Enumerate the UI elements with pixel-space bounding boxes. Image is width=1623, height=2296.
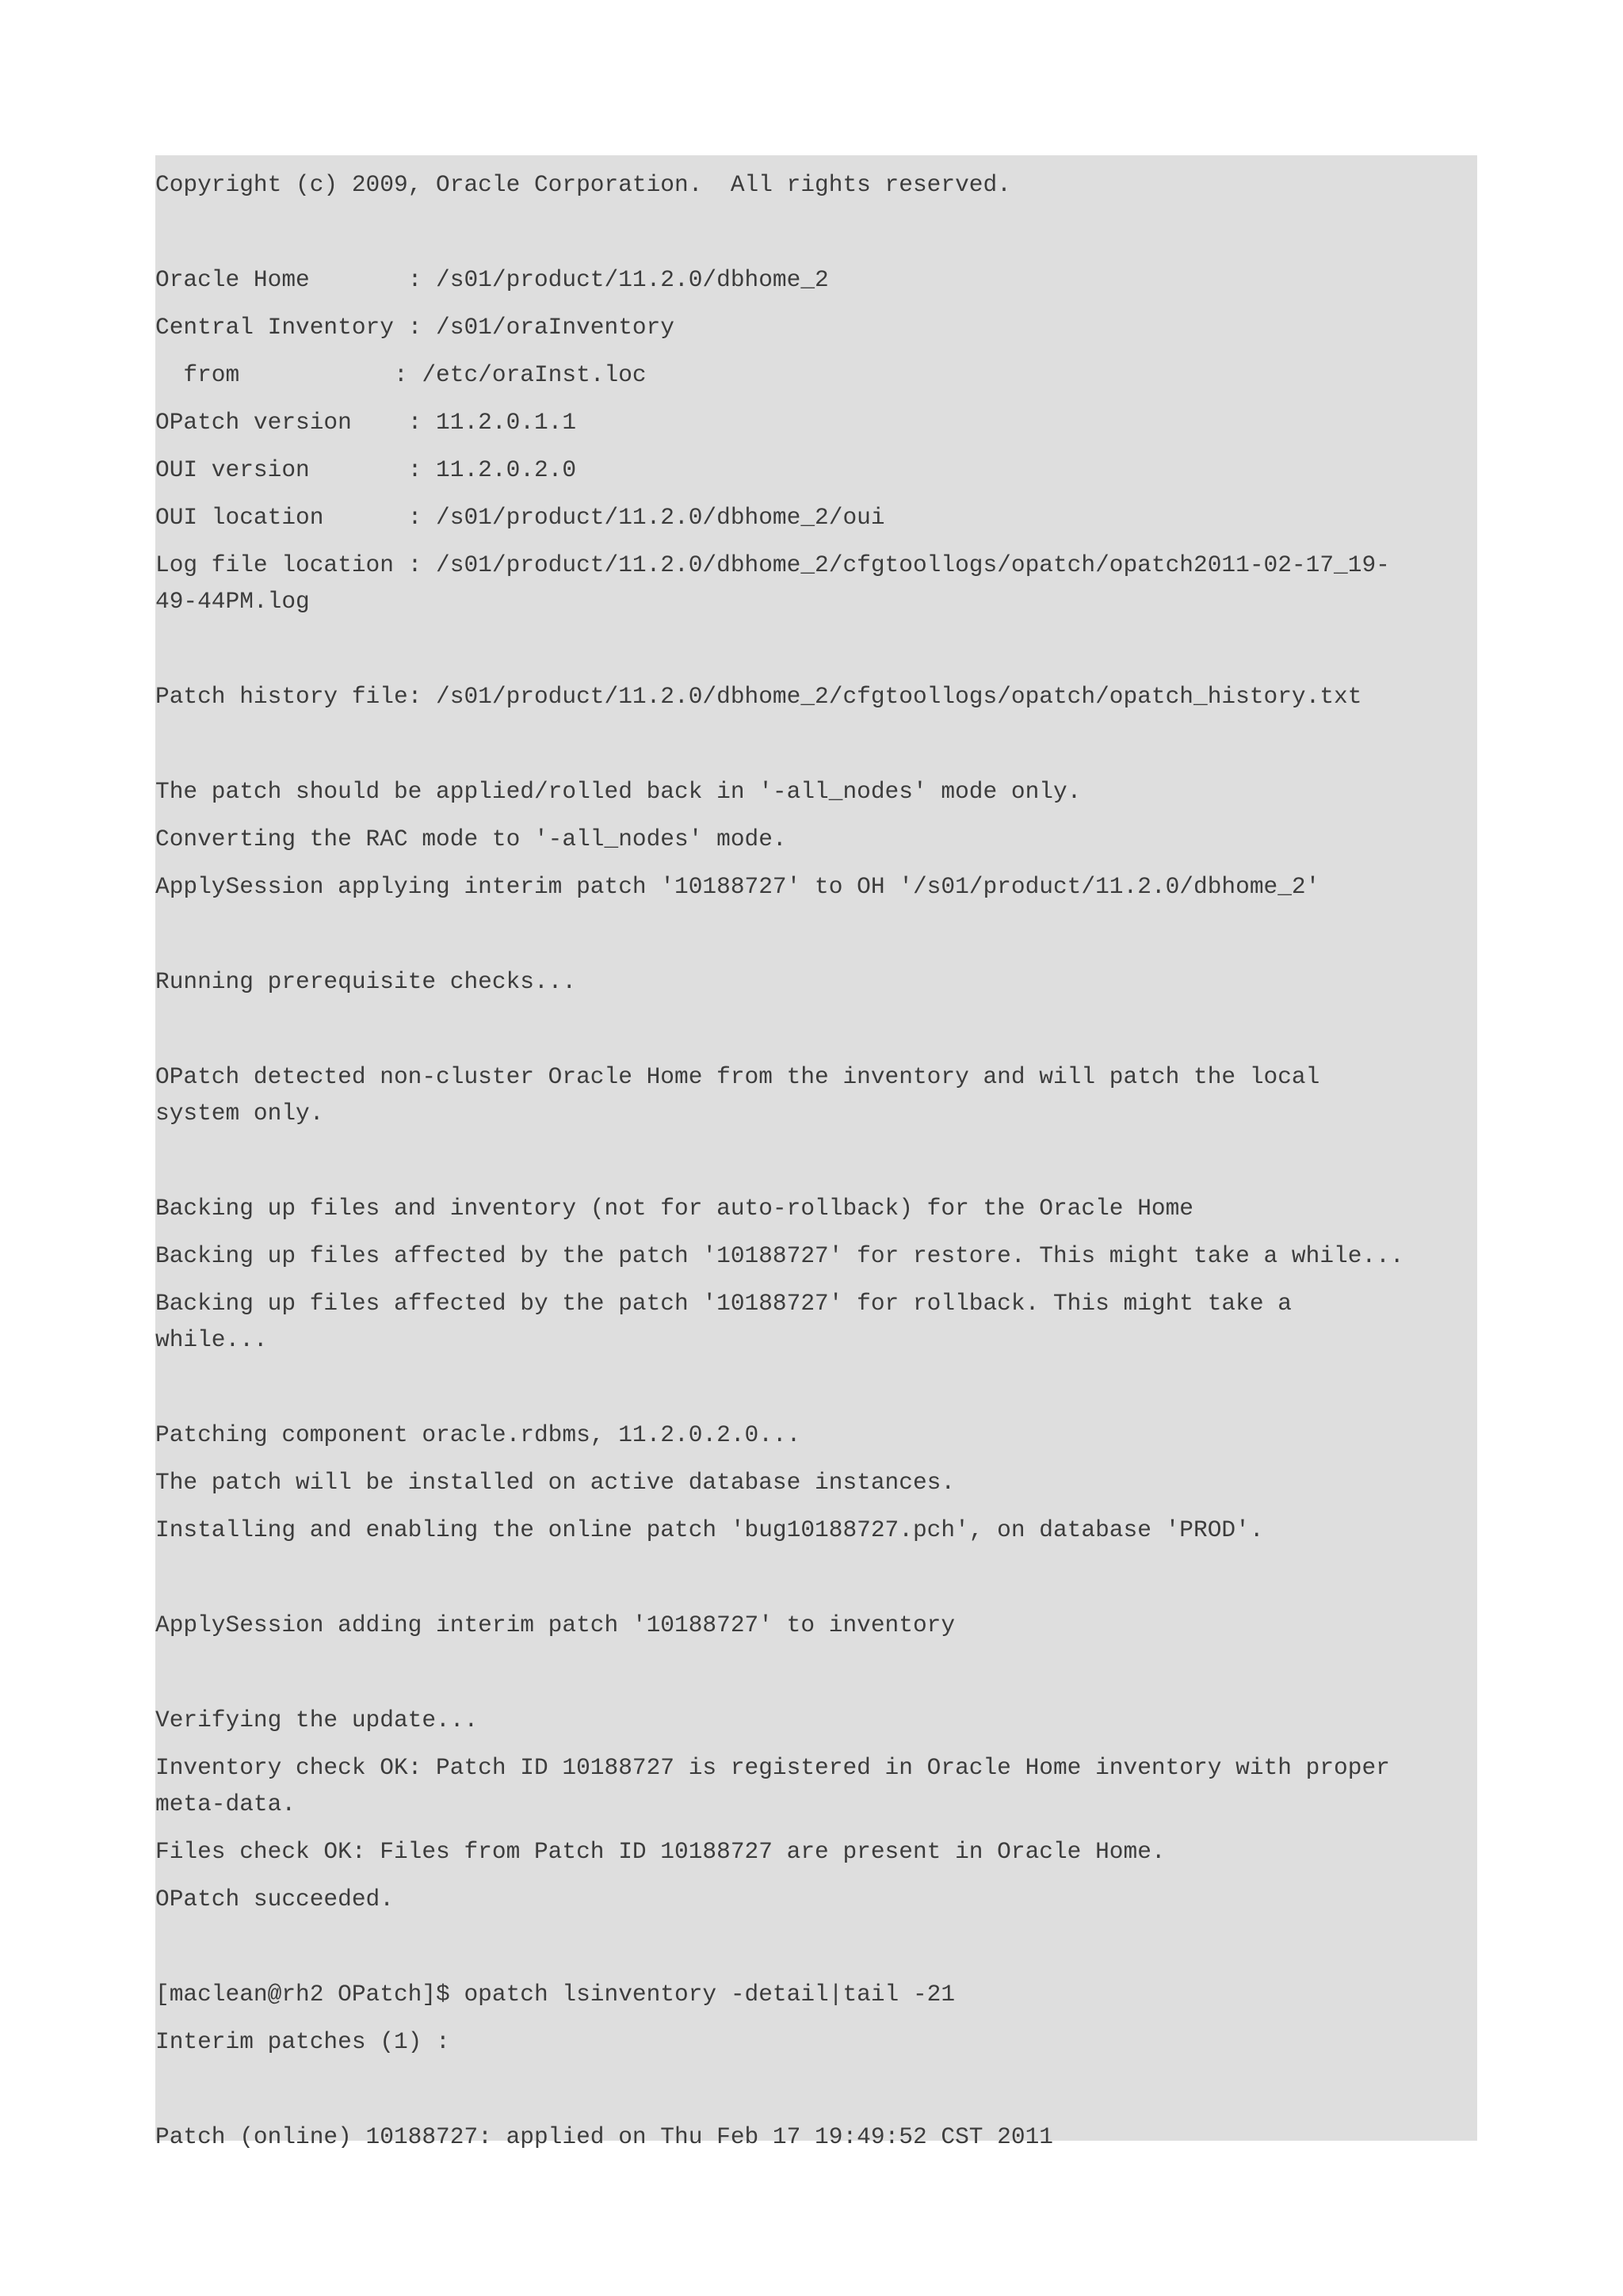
console-line: from : /etc/oraInst.loc — [155, 361, 647, 388]
console-line: OPatch version : 11.2.0.1.1 — [155, 409, 577, 436]
console-line: Oracle Home : /s01/product/11.2.0/dbhome_2 — [155, 266, 829, 293]
blank-line — [155, 916, 1477, 963]
console-line: Log file location : /s01/product/11.2.0/dbhome_2/cfgtoollogs/opatch/opatch2011-02-17_19- 49-44PM.log — [155, 551, 1390, 615]
console-line: Patch history file: /s01/product/11.2.0/dbhome_2/cfgtoollogs/opatch/opatch_history.txt — [155, 683, 1362, 710]
console-line: OUI version : 11.2.0.2.0 — [155, 456, 577, 483]
console-line: Converting the RAC mode to '-all_nodes' mode. — [155, 826, 787, 852]
console-line: OPatch detected non-cluster Oracle Home from the inventory and will patch the local system only. — [155, 1063, 1320, 1127]
console-line: The patch will be installed on active database instances. — [155, 1469, 956, 1496]
blank-line — [155, 2071, 1477, 2119]
console-line: Backing up files affected by the patch '10188727' for rollback. This might take a while... — [155, 1290, 1292, 1353]
blank-line — [155, 1928, 1477, 1976]
console-line: Backing up files affected by the patch '10188727' for restore. This might take a while... — [155, 1242, 1404, 1269]
blank-line — [155, 1369, 1477, 1417]
blank-line — [155, 1559, 1477, 1607]
console-line: [maclean@rh2 OPatch]$ opatch lsinventory -detail|tail -21 — [155, 1981, 956, 2008]
blank-line — [155, 726, 1477, 773]
console-line: Central Inventory : /s01/oraInventory — [155, 314, 675, 341]
console-line: Inventory check OK: Patch ID 10188727 is registered in Oracle Home inventory with proper meta-data. — [155, 1754, 1390, 1817]
console-line: Copyright (c) 2009, Oracle Corporation. All rights reserved. — [155, 171, 1011, 198]
blank-line — [155, 1142, 1477, 1190]
console-line: ApplySession applying interim patch '10188727' to OH '/s01/product/11.2.0/dbhome_2' — [155, 873, 1320, 900]
console-line: Files check OK: Files from Patch ID 10188727 are present in Oracle Home. — [155, 1838, 1166, 1865]
console-output-block — [155, 155, 1477, 2150]
console-line: Patching component oracle.rdbms, 11.2.0.2.0... — [155, 1421, 801, 1448]
console-line: Interim patches (1) : — [155, 2028, 450, 2055]
blank-line — [155, 1654, 1477, 1702]
console-line: OUI location : /s01/product/11.2.0/dbhome_2/oui — [155, 504, 885, 531]
blank-line — [155, 631, 1477, 678]
console-line: Patch (online) 10188727: applied on Thu Feb 17 19:49:52 CST 2011 — [155, 2123, 1053, 2150]
blank-line — [155, 214, 1477, 261]
console-line: Installing and enabling the online patch 'bug10188727.pch', on database 'PROD'. — [155, 1516, 1264, 1543]
blank-line — [155, 1011, 1477, 1058]
console-line: ApplySession adding interim patch '10188727' to inventory — [155, 1611, 956, 1638]
console-line: Verifying the update... — [155, 1707, 479, 1733]
console-line: Backing up files and inventory (not for auto-rollback) for the Oracle Home — [155, 1195, 1194, 1222]
console-line: The patch should be applied/rolled back in '-all_nodes' mode only. — [155, 778, 1082, 805]
console-line: OPatch succeeded. — [155, 1886, 394, 1913]
console-line: Running prerequisite checks... — [155, 968, 577, 995]
